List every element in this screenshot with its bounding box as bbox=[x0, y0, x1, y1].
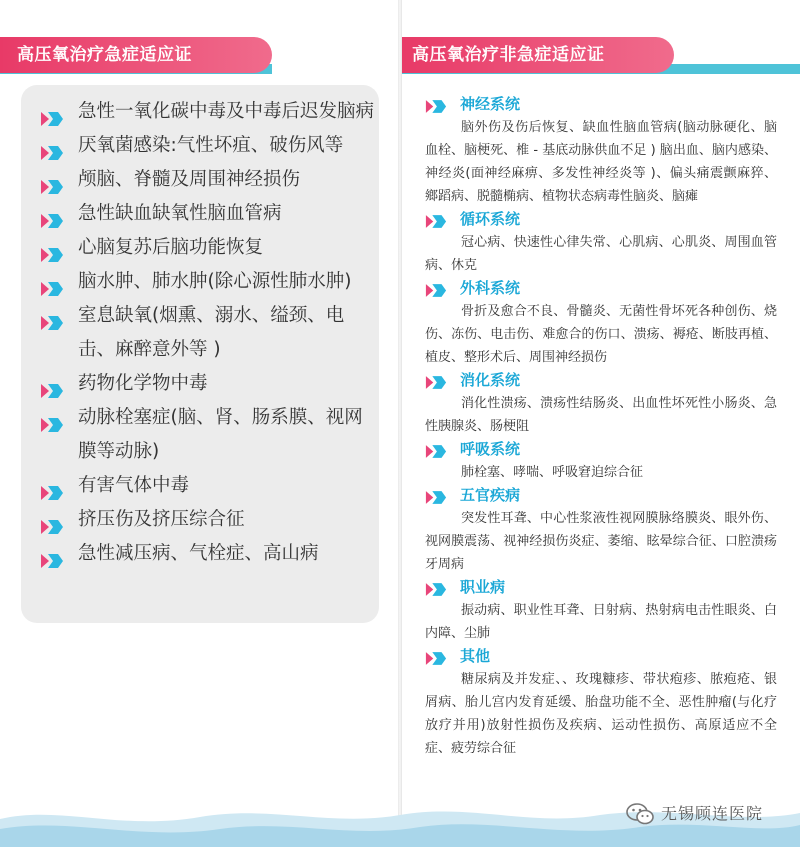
bullet-arrow-icon bbox=[425, 374, 447, 397]
emergency-indication-text: 脑水肿、肺水肿(除心源性肺水肿) bbox=[78, 271, 352, 292]
category-title bbox=[425, 576, 777, 599]
category-section bbox=[425, 93, 777, 208]
emergency-indication-item bbox=[40, 265, 375, 299]
bullet-arrow-icon bbox=[425, 443, 447, 466]
category-body: 脑外伤及伤后恢复、缺血性脑血管病(脑动脉硬化、脑血栓、脑梗死、椎 - 基底动脉供血不足 ) 脑出血、脑内感染、神经炎(面神经麻痹、多发性神经炎等 )、偏头痛震颤麻猝、鄉蹈病、脱髓椭病、植物状态病毒性脑炎、脑瘫 bbox=[425, 120, 777, 204]
category-section bbox=[425, 576, 777, 645]
emergency-indication-item bbox=[40, 95, 375, 129]
emergency-indication-text: 厌氧菌感染:气性坏疽、破伤风等 bbox=[78, 135, 344, 156]
category-section bbox=[425, 438, 777, 484]
category-section bbox=[425, 369, 777, 438]
category-title-text: 外科系统 bbox=[460, 279, 521, 297]
bullet-arrow-icon bbox=[425, 98, 447, 121]
emergency-indication-item bbox=[40, 401, 375, 469]
category-title-text: 循环系统 bbox=[460, 210, 521, 228]
emergency-indications-list bbox=[40, 95, 375, 571]
left-header-title: 高压氧治疗急症适应证 bbox=[17, 45, 192, 65]
category-title bbox=[425, 438, 777, 461]
bullet-arrow-icon bbox=[425, 581, 447, 604]
category-title-text: 呼吸系统 bbox=[460, 440, 521, 458]
emergency-indication-text: 动脉栓塞症(脑、肾、肠系膜、视网膜等动脉) bbox=[78, 407, 363, 462]
emergency-indication-text: 急性一氧化碳中毒及中毒后迟发脑病 bbox=[78, 101, 375, 122]
category-title bbox=[425, 93, 777, 116]
emergency-indication-text: 急性减压病、气栓症、高山病 bbox=[78, 543, 319, 564]
emergency-indication-item bbox=[40, 163, 375, 197]
emergency-indication-item bbox=[40, 129, 375, 163]
emergency-indication-text: 药物化学物中毒 bbox=[78, 373, 208, 394]
category-title-text: 职业病 bbox=[460, 578, 506, 596]
category-body: 冠心病、快速性心律失常、心肌病、心肌炎、周围血管病、休克 bbox=[425, 235, 777, 273]
emergency-indication-item bbox=[40, 367, 375, 401]
emergency-indication-item bbox=[40, 299, 375, 367]
category-title-text: 消化系统 bbox=[460, 371, 521, 389]
bullet-arrow-icon bbox=[40, 309, 64, 343]
emergency-indication-text: 颅脑、脊髓及周围神经损伤 bbox=[78, 169, 301, 190]
category-body: 突发性耳聋、中心性浆液性视网膜脉络膜炎、眼外伤、视网膜震荡、视神经损伤炎症、萎缩、眩晕综合征、口腔溃疡牙周病 bbox=[425, 511, 777, 572]
emergency-indication-text: 急性缺血缺氧性脑血管病 bbox=[78, 203, 282, 224]
bullet-arrow-icon bbox=[425, 489, 447, 512]
category-body: 振动病、职业性耳聋、日射病、热射病电击性眼炎、白内障、尘肺 bbox=[425, 603, 777, 641]
category-body: 糖尿病及并发症、、玫瑰糠疹、带状疱疹、脓疱疮、银屑病、胎儿宫内发育延缓、胎盘功能不全、恶性肿瘤(与化疗放疗并用)放射性损伤及疾病、运动性损伤、高原适应不全症、疲劳综合征 bbox=[425, 672, 777, 756]
category-section bbox=[425, 484, 777, 576]
category-section bbox=[425, 208, 777, 277]
emergency-indication-item bbox=[40, 231, 375, 265]
category-title-text: 其他 bbox=[460, 647, 491, 665]
right-header-title: 高压氧治疗非急症适应证 bbox=[412, 45, 605, 65]
emergency-indication-text: 室息缺氧(烟熏、溺水、缢颈、电击、麻醉意外等 ) bbox=[78, 305, 345, 360]
emergency-indication-text: 挤压伤及挤压综合征 bbox=[78, 509, 245, 530]
watermark-text: 无锡顾连医院 bbox=[661, 804, 764, 823]
bullet-arrow-icon bbox=[425, 650, 447, 673]
wechat-icon bbox=[626, 803, 654, 825]
bullet-arrow-icon bbox=[425, 213, 447, 236]
category-section bbox=[425, 645, 777, 760]
emergency-indication-item bbox=[40, 537, 375, 571]
emergency-indication-text: 有害气体中毒 bbox=[78, 475, 190, 496]
category-body: 骨折及愈合不良、骨髓炎、无菌性骨坏死各种创伤、烧伤、冻伤、电击伤、难愈合的伤口、溃疡、褥疮、断肢再植、植皮、整形术后、周围神经损伤 bbox=[425, 304, 777, 365]
category-title bbox=[425, 208, 777, 231]
category-title-text: 神经系统 bbox=[460, 95, 521, 113]
bullet-arrow-icon bbox=[40, 547, 64, 581]
emergency-indication-item bbox=[40, 197, 375, 231]
non-emergency-indications bbox=[425, 93, 777, 760]
emergency-indication-item bbox=[40, 469, 375, 503]
emergency-indication-text: 心脑复苏后脑功能恢复 bbox=[78, 237, 264, 258]
bullet-arrow-icon bbox=[425, 282, 447, 305]
category-title bbox=[425, 484, 777, 507]
page-fold bbox=[398, 0, 402, 847]
bullet-arrow-icon bbox=[40, 411, 64, 445]
emergency-indication-item bbox=[40, 503, 375, 537]
category-title bbox=[425, 277, 777, 300]
category-title bbox=[425, 369, 777, 392]
category-title-text: 五官疾病 bbox=[460, 486, 521, 504]
category-title bbox=[425, 645, 777, 668]
category-section bbox=[425, 277, 777, 369]
category-body: 肺栓塞、哮喘、呼吸窘迫综合征 bbox=[461, 465, 644, 480]
category-body: 消化性溃疡、溃疡性结肠炎、出血性坏死性小肠炎、急性胰腺炎、肠梗阻 bbox=[425, 396, 777, 434]
